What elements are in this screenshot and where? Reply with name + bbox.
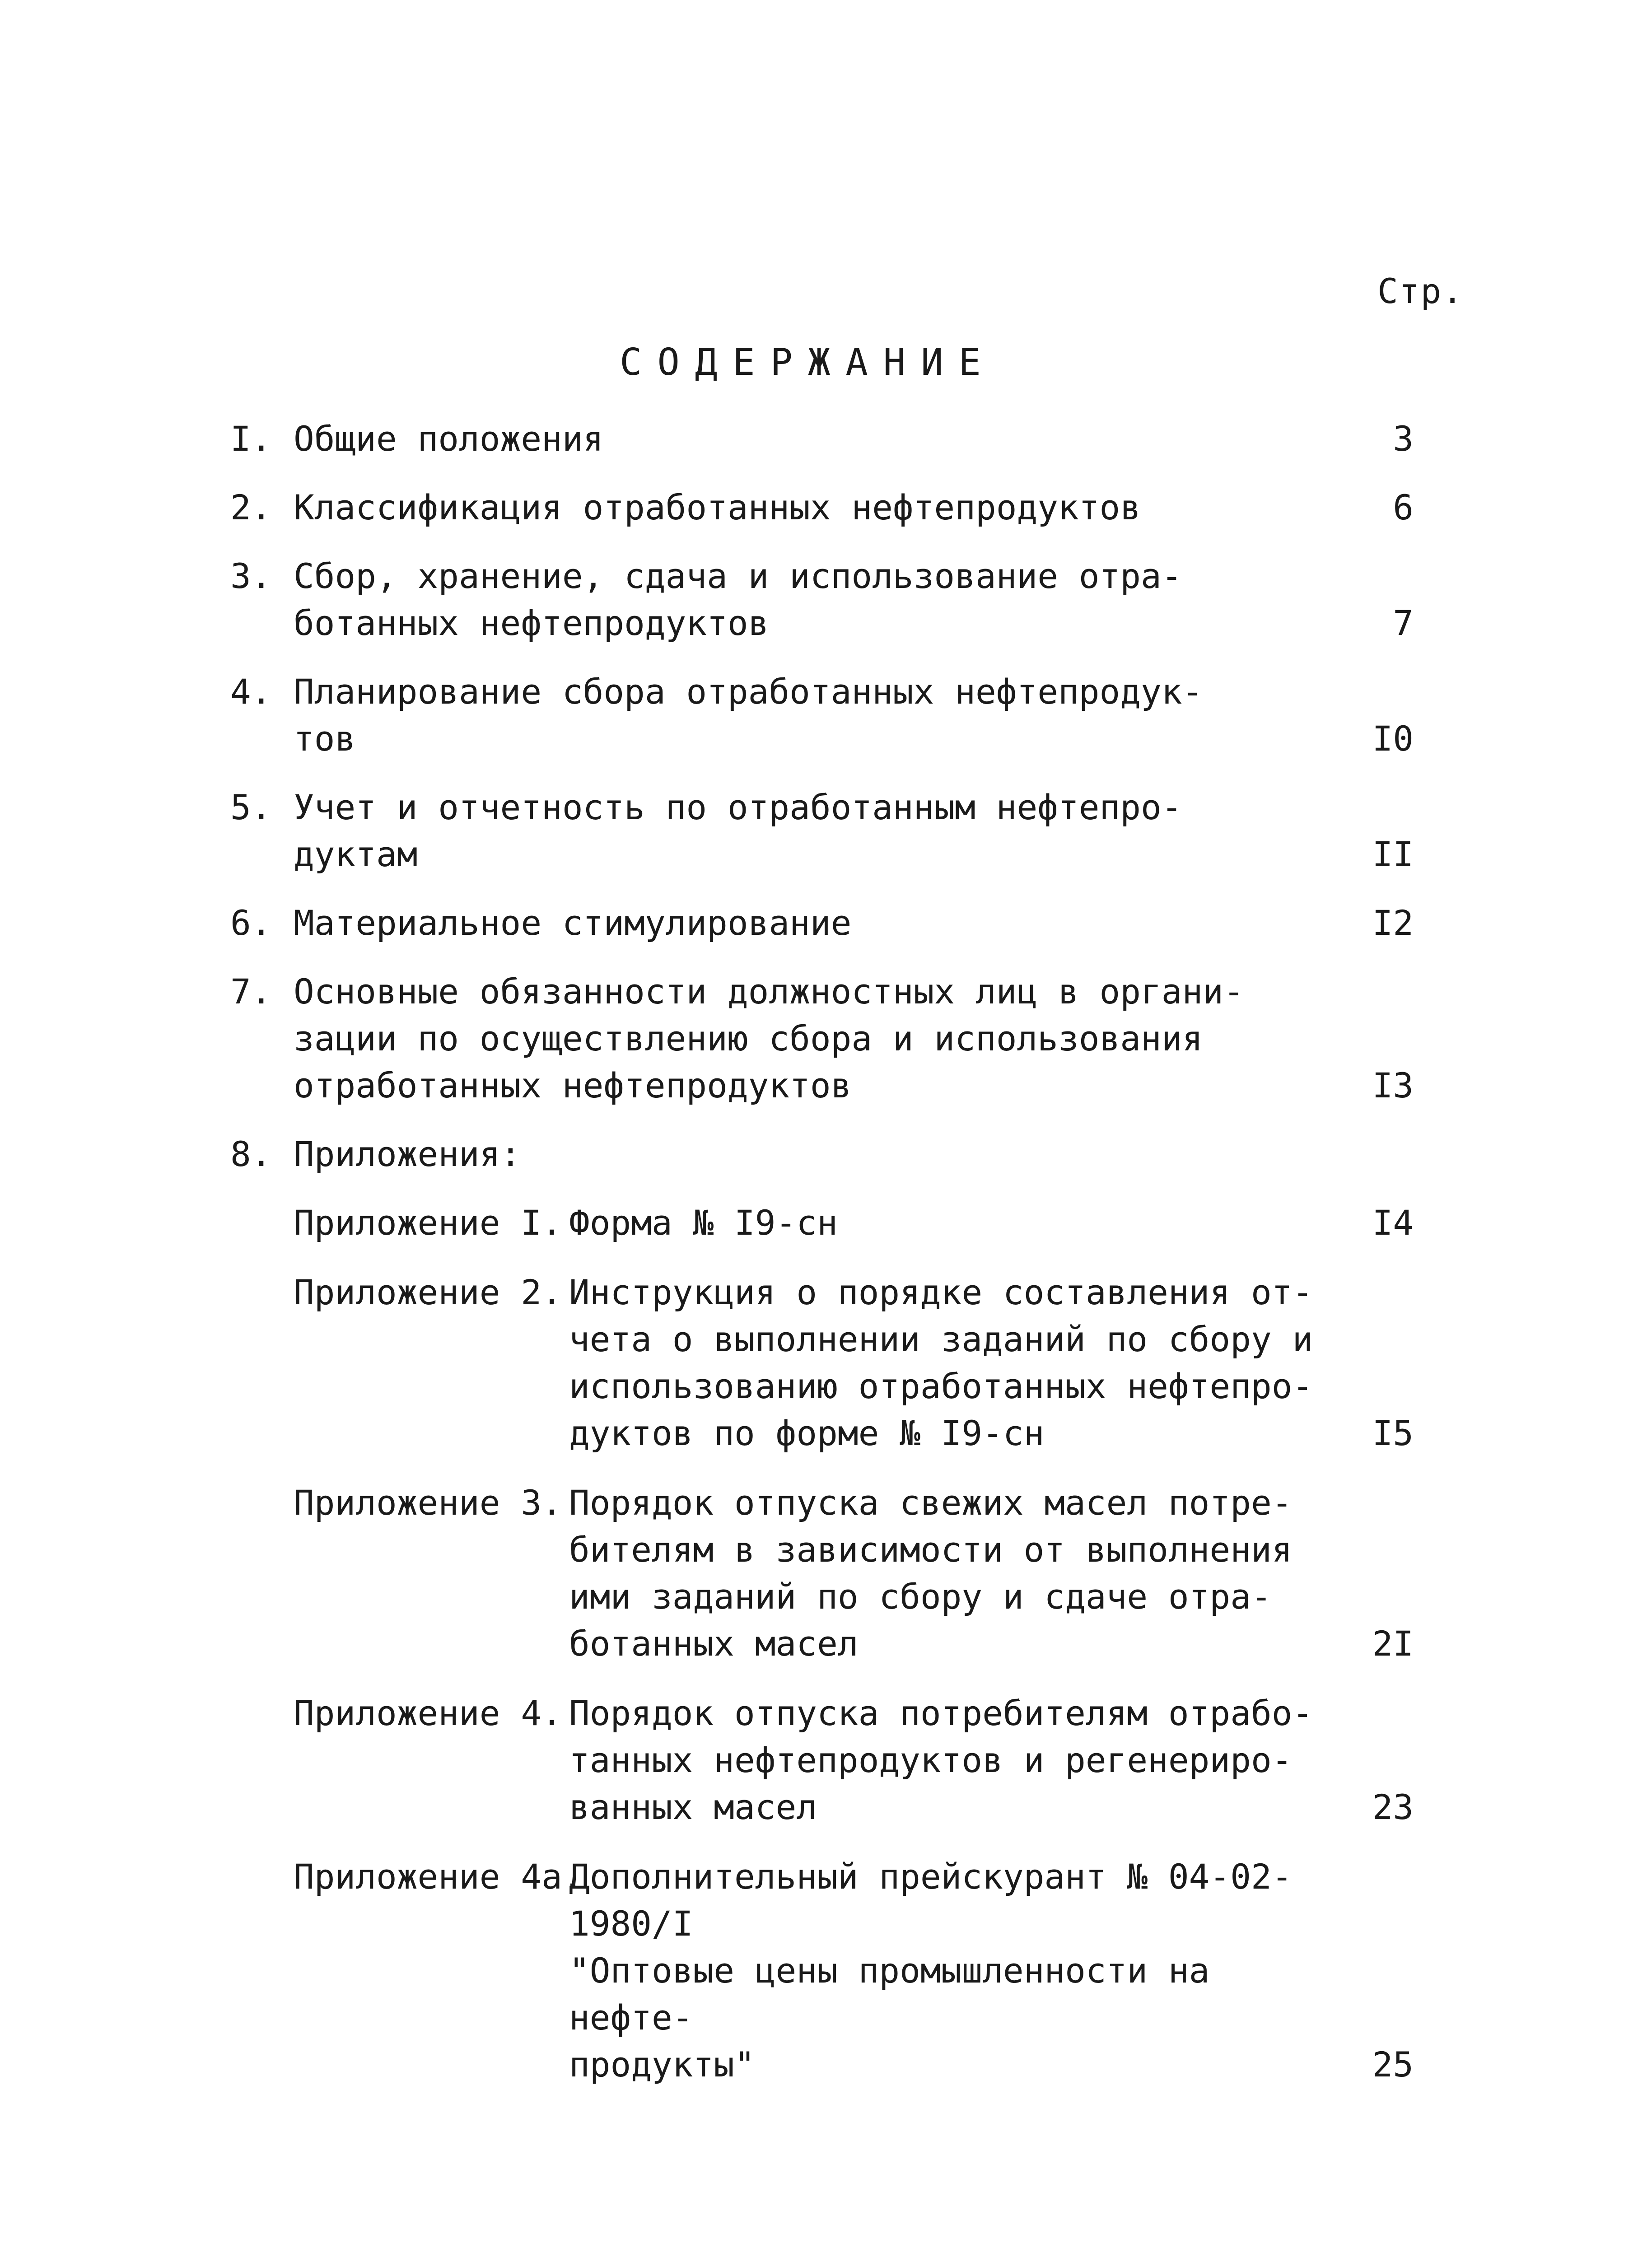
toc-entry-text: Общие положения	[294, 419, 604, 459]
appendix-entry	[294, 1853, 1427, 2088]
toc-entry-page: 7	[1393, 603, 1414, 643]
toc-entry	[230, 553, 1427, 647]
toc-entry-text: Сбор, хранение, сдача и использование отра- ботанных нефтепродуктов	[294, 556, 1182, 643]
appendix-page: 23	[1372, 1787, 1414, 1827]
toc-entry	[230, 900, 1427, 947]
appendix-label: Приложение 2.	[294, 1272, 562, 1312]
toc-entry-number: 2.	[230, 487, 272, 527]
appendix-page: 2I	[1372, 1624, 1414, 1664]
appendix-page: I4	[1372, 1203, 1414, 1243]
appendix-label: Приложение 4.	[294, 1693, 562, 1733]
toc-entry-number: 5.	[230, 787, 272, 827]
appendix-page: 25	[1372, 2044, 1414, 2085]
toc-entry	[230, 484, 1427, 531]
toc-entry-number: 8.	[230, 1134, 272, 1174]
appendix-label: Приложение 4а.	[294, 1857, 583, 1897]
toc-entry-text: Учет и отчетность по отработанным нефтепро- дуктам	[294, 787, 1182, 874]
appendices-heading-text: Приложения:	[294, 1134, 521, 1174]
toc-entry-page: I3	[1372, 1065, 1414, 1106]
appendix-label: Приложение I.	[294, 1203, 562, 1243]
toc-entry-text: Планирование сбора отработанных нефтепродук- тов	[294, 672, 1203, 759]
appendix-text: Инструкция о порядке составления от- чета о выполнении заданий по сбору и использованию отработанных нефтепро- дуктов по форме № I9-сн	[569, 1272, 1313, 1453]
toc-entry-number: 6.	[230, 903, 272, 943]
appendix-page: I5	[1372, 1413, 1414, 1453]
appendices-heading	[230, 1131, 1427, 1178]
appendix-text: Порядок отпуска свежих масел потре- бителям в зависимости от выполнения ими заданий по сбору и сдаче отра- ботанных масел	[569, 1483, 1293, 1664]
toc-entry-text: Классификация отработанных нефтепродуктов	[294, 487, 1141, 527]
toc-entry-number: 7.	[230, 971, 272, 1012]
toc-entry-number: 3.	[230, 556, 272, 596]
toc-entry	[230, 784, 1427, 878]
toc-entry-number: I.	[230, 419, 272, 459]
appendix-text: Дополнительный прейскурант № 04-02-1980/I "Оптовые цены промышленности на нефте- продукты"	[569, 1857, 1293, 2085]
page-title: СОДЕРЖАНИЕ	[620, 341, 996, 384]
appendix-text: Форма № I9-сн	[569, 1203, 838, 1243]
toc-entry-page: II	[1372, 834, 1414, 874]
toc-entry-page: I0	[1372, 718, 1414, 759]
toc-entry-page: 6	[1393, 487, 1414, 527]
appendix-entry	[294, 1199, 1427, 1246]
toc-entry-text: Основные обязанности должностных лиц в органи- зации по осуществлению сбора и использования отработанных нефтепродуктов	[294, 971, 1244, 1106]
table-of-contents	[230, 415, 1427, 2111]
toc-entry-number: 4.	[230, 672, 272, 712]
appendix-entry	[294, 1479, 1427, 1667]
appendix-label: Приложение 3.	[294, 1483, 562, 1523]
toc-entry-text: Материальное стимулирование	[294, 903, 852, 943]
appendix-text: Порядок отпуска потребителям отрабо- танных нефтепродуктов и регенериро- ванных масел	[569, 1693, 1313, 1827]
toc-entry	[230, 668, 1427, 762]
toc-entry	[230, 968, 1427, 1109]
page-column-label: Стр.	[1377, 271, 1464, 311]
appendix-entry	[294, 1690, 1427, 1831]
toc-entry-page: 3	[1393, 419, 1414, 459]
appendix-entry	[294, 1269, 1427, 1457]
toc-entry	[230, 415, 1427, 462]
toc-entry-page: I2	[1372, 903, 1414, 943]
